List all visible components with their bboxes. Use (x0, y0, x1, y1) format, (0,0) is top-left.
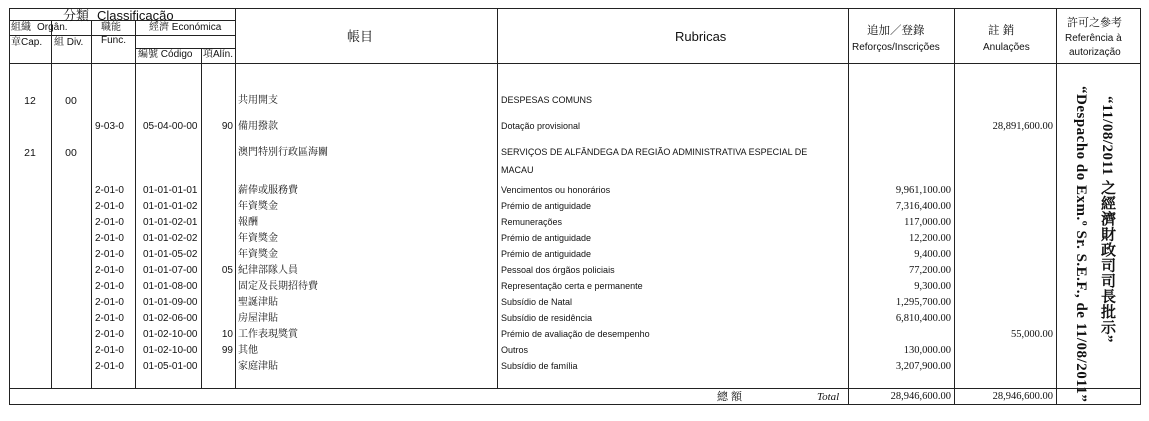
row-rubrica: Subsídio de Natal (501, 297, 573, 307)
row-rubrica: Prémio de antiguidade (501, 233, 592, 243)
row-rubrica: Dotação provisional (501, 121, 581, 131)
total-label: Total (817, 391, 840, 403)
row-rubrica-zh: 固定及長期招待費 (238, 281, 318, 292)
rubricas-zh-header: 帳目 (347, 29, 374, 44)
row-reforco: 9,400.00 (914, 249, 951, 260)
div-zh: 組 (54, 37, 64, 48)
div-header: Div. (66, 37, 84, 48)
total-reforcos: 28,946,600.00 (890, 391, 951, 402)
row-rubrica-zh: 年資獎金 (238, 201, 278, 212)
row-rubrica-zh: 聖誕津貼 (238, 297, 278, 308)
row-func: 2-01-0 (95, 249, 124, 260)
row-codigo: 01-01-02-02 (143, 233, 198, 244)
row-reforco: 3,207,900.00 (895, 361, 951, 372)
row-func: 2-01-0 (95, 297, 124, 308)
codigo-header: Código (160, 49, 193, 60)
row-rubrica-zh: 年資獎金 (238, 249, 278, 260)
row-rubrica-zh: 薪俸或服務費 (238, 185, 298, 196)
economica-zh: 經濟 (149, 22, 169, 33)
row-codigo: 01-01-08-00 (143, 281, 198, 292)
total-anulacoes: 28,946,600.00 (992, 391, 1053, 402)
reforcos-header: Reforços/Inscrições (852, 42, 940, 53)
row-func: 2-01-0 (95, 281, 124, 292)
row-div: 00 (65, 147, 77, 159)
cap-header: Cap. (21, 37, 43, 48)
total-label-zh: 總 額 (717, 391, 743, 403)
row-rubrica: Pessoal dos órgãos policiais (501, 265, 615, 275)
row-rubrica: Vencimentos ou honorários (501, 185, 611, 195)
row-reforco: 7,316,400.00 (895, 201, 951, 212)
row-rubrica: DESPESAS COMUNS (501, 95, 593, 105)
row-alinea: 10 (221, 329, 233, 340)
row-func: 2-01-0 (95, 265, 124, 276)
budget-table (9, 8, 1141, 406)
row-reforco: 6,810,400.00 (895, 313, 951, 324)
anulacoes-header: Anulações (983, 42, 1030, 53)
row-codigo: 01-01-02-01 (143, 217, 198, 228)
row-codigo: 01-01-05-02 (143, 249, 198, 260)
row-reforco: 130,000.00 (903, 345, 951, 356)
row-func: 2-01-0 (95, 345, 124, 356)
row-codigo: 01-02-10-00 (143, 345, 198, 356)
classificacao-zh: 分類 (63, 8, 90, 23)
row-codigo: 01-01-07-00 (143, 265, 198, 276)
row-div: 00 (65, 95, 77, 107)
row-func: 2-01-0 (95, 201, 124, 212)
row-rubrica: Prémio de antiguidade (501, 201, 592, 211)
row-rubrica: SERVIÇOS DE ALFÂNDEGA DA REGIÃO ADMINISTRATIVA ESPECIAL DE (501, 147, 808, 157)
row-func: 2-01-0 (95, 361, 124, 372)
row-func: 2-01-0 (95, 217, 124, 228)
row-func: 2-01-0 (95, 313, 124, 324)
row-reforco: 1,295,700.00 (895, 297, 951, 308)
row-rubrica: Remunerações (501, 217, 563, 227)
row-rubrica-zh: 備用撥款 (238, 121, 278, 132)
row-reforco: 9,300.00 (914, 281, 951, 292)
rubricas-header: Rubricas (675, 29, 727, 44)
row-cap: 12 (24, 95, 36, 107)
row-codigo: 01-01-01-01 (143, 185, 198, 196)
row-func: 2-01-0 (95, 185, 124, 196)
authorization-pt: “Despacho do Exm.º Sr. S.E.F., de 11/08/2011” (1073, 86, 1089, 403)
row-rubrica-zh: 其他 (238, 345, 258, 356)
funcional-zh: 職能 (101, 22, 121, 33)
row-alinea: 99 (221, 345, 233, 356)
row-codigo: 01-02-06-00 (143, 313, 198, 324)
row-rubrica-cont: MACAU (501, 165, 534, 175)
row-rubrica-zh: 報酬 (238, 217, 258, 228)
row-func: 2-01-0 (95, 329, 124, 340)
cap-zh: 章 (11, 37, 21, 48)
row-rubrica: Subsídio de família (501, 361, 578, 371)
row-reforco: 9,961,100.00 (895, 185, 951, 196)
row-alinea: 90 (221, 121, 233, 132)
referencia-zh-header: 許可之參考 (1067, 17, 1122, 29)
referencia-header: Referência à (1065, 33, 1122, 44)
row-rubrica: Prémio de antiguidade (501, 249, 592, 259)
authorization-zh: “11/08/2011 之經濟財政司司長批示” (1099, 96, 1115, 343)
row-rubrica-zh: 房屋津貼 (238, 313, 278, 324)
row-rubrica: Prémio de avaliação de desempenho (501, 329, 650, 339)
row-codigo: 01-01-01-02 (143, 201, 198, 212)
row-reforco: 77,200.00 (909, 265, 951, 276)
autorizacao-header: autorização (1069, 47, 1121, 58)
organica-zh: 組織 (11, 22, 31, 33)
classificacao-header: Classificação (97, 8, 174, 23)
row-rubrica-zh: 澳門特別行政區海關 (238, 147, 328, 158)
row-rubrica-zh: 紀律部隊人員 (238, 265, 298, 276)
codigo-zh: 編號 (138, 49, 158, 60)
row-codigo: 01-05-01-00 (143, 361, 198, 372)
reforcos-zh-header: 追加／登錄 (867, 25, 925, 37)
organica-header: Orgân. (37, 22, 68, 33)
row-reforco: 117,000.00 (904, 217, 951, 228)
row-rubrica: Outros (501, 345, 529, 355)
alinea-header: Alín. (213, 49, 234, 60)
row-reforco: 12,200.00 (909, 233, 951, 244)
row-codigo: 01-02-10-00 (143, 329, 198, 340)
row-codigo: 05-04-00-00 (143, 121, 198, 132)
row-rubrica-zh: 家庭津貼 (238, 361, 278, 372)
alinea-zh: 項 (203, 49, 213, 60)
funcional-header: Func. (101, 35, 127, 46)
row-alinea: 05 (221, 265, 233, 276)
row-cap: 21 (24, 147, 36, 159)
row-anulacao: 55,000.00 (1011, 329, 1053, 340)
row-rubrica-zh: 共用開支 (238, 95, 278, 106)
row-rubrica-zh: 工作表現獎賞 (238, 329, 298, 340)
row-rubrica-zh: 年資獎金 (238, 233, 278, 244)
economica-header: Económica (171, 22, 222, 33)
row-rubrica: Subsídio de residência (501, 313, 593, 323)
row-func: 2-01-0 (95, 233, 124, 244)
anulacoes-zh-header: 註 銷 (988, 25, 1015, 37)
row-anulacao: 28,891,600.00 (992, 121, 1053, 132)
row-rubrica: Representação certa e permanente (501, 281, 643, 291)
row-codigo: 01-01-09-00 (143, 297, 198, 308)
row-func: 9-03-0 (95, 121, 124, 132)
